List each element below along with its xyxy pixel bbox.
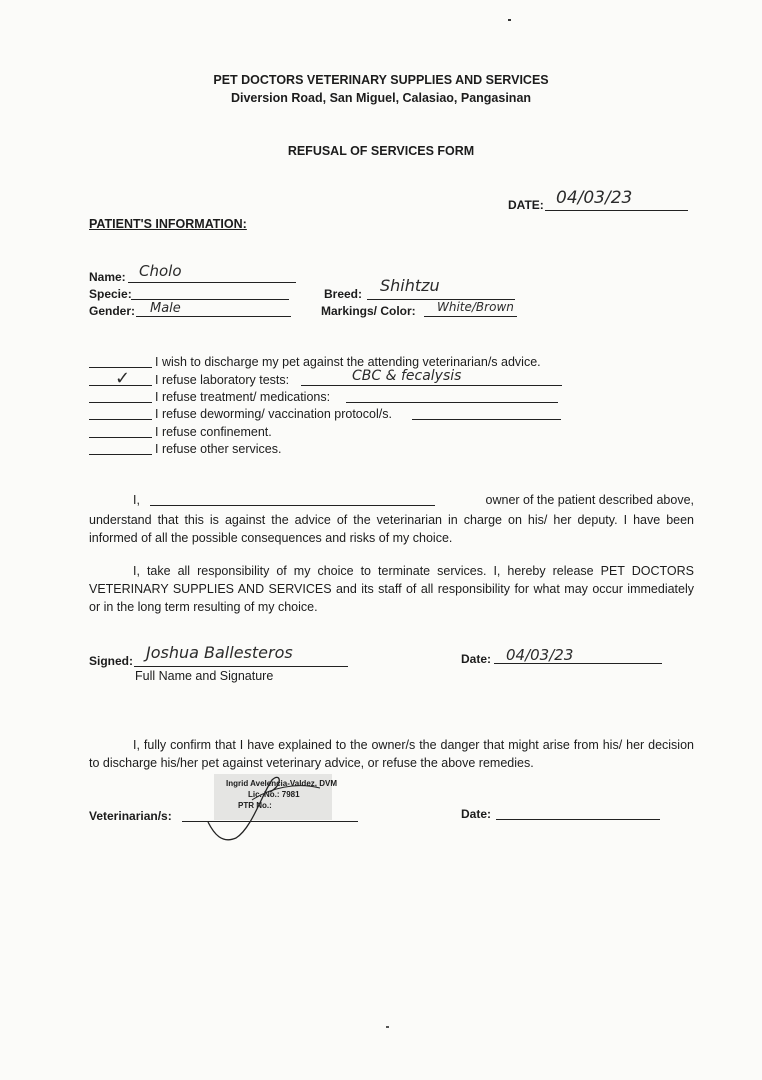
date-value: 04/03/23 (556, 188, 633, 208)
name-value: Cholo (139, 262, 182, 280)
owner-signature: Joshua Ballesteros (146, 643, 293, 662)
specie-line (131, 299, 289, 300)
confirm-paragraph: I, fully confirm that I have explained to the owner/s the danger that might arise from his/ her decision to discharge his/her pet against veterinary advice, or refuse the above remedies. (89, 738, 694, 770)
option-blank[interactable] (89, 419, 152, 420)
patient-section-title: PATIENT'S INFORMATION: (89, 217, 247, 231)
breed-value: Shihtzu (380, 276, 440, 295)
check-mark-icon: ✓ (115, 368, 131, 389)
name-line (128, 282, 296, 283)
statement-paragraph-1: understand that this is against the advice of the veterinarian in charge on his/ her deputy. I have been informed of all the possible consequences and risks of my choice. (89, 513, 694, 545)
stamp-ptr: PTR No.: (238, 801, 272, 810)
vet-signature-scribble (200, 770, 340, 850)
company-address: Diversion Road, San Miguel, Calasiao, Pangasinan (230, 91, 532, 105)
signed-line (134, 666, 348, 667)
markings-label: Markings/ Color: (321, 304, 416, 318)
treatment-line (346, 402, 558, 403)
gender-label: Gender: (89, 304, 136, 318)
signature-caption: Full Name and Signature (135, 669, 274, 683)
gender-line (136, 316, 291, 317)
option-treatment: I refuse treatment/ medications: (155, 390, 331, 404)
statement-owner: owner of the patient described above, (485, 493, 694, 507)
markings-line (424, 316, 517, 317)
gender-value: Male (150, 301, 181, 316)
company-name: PET DOCTORS VETERINARY SUPPLIES AND SERVICES (213, 73, 549, 87)
option-confinement: I refuse confinement. (155, 425, 272, 439)
stamp-name: Ingrid Avelencia-Valdez, DVM (226, 779, 337, 788)
vet-date-line (496, 819, 660, 820)
statement-i: I, (133, 493, 140, 507)
option-other: I refuse other services. (155, 442, 282, 456)
form-title: REFUSAL OF SERVICES FORM (287, 144, 475, 158)
vet-date-label: Date: (461, 807, 492, 821)
option-deworming: I refuse deworming/ vaccination protocol/s. (155, 407, 392, 421)
scan-speck (508, 19, 511, 21)
name-label: Name: (89, 270, 126, 284)
scan-speck (386, 1026, 389, 1028)
specie-label: Specie: (89, 287, 132, 301)
option-blank[interactable] (89, 402, 152, 403)
option-blank[interactable] (89, 454, 152, 455)
lab-tests-line (301, 385, 562, 386)
markings-value: White/Brown (437, 300, 514, 314)
date-label: DATE: (508, 198, 544, 212)
owner-name-line (150, 505, 435, 506)
option-lab-tests: I refuse laboratory tests: (155, 373, 290, 387)
date-line (545, 210, 688, 211)
breed-label: Breed: (324, 287, 363, 301)
owner-date-value: 04/03/23 (506, 646, 574, 664)
deworming-line (412, 419, 561, 420)
stamp-license: Lic. No.: 7981 (248, 790, 300, 799)
vet-label: Veterinarian/s: (89, 809, 172, 823)
vet-line (182, 821, 358, 822)
signed-label: Signed: (89, 654, 133, 668)
lab-tests-detail: CBC & fecalysis (352, 368, 462, 384)
option-discharge: I wish to discharge my pet against the attending veterinarian/s advice. (155, 355, 541, 369)
statement-paragraph-2: I, take all responsibility of my choice to terminate services. I, hereby release PET DOCTORS VETERINARY SUPPLIES AND SERVICES and its staff of all responsibility for what may occur immediately or in the long term resulting of my choice. (89, 564, 694, 614)
option-blank[interactable] (89, 437, 152, 438)
owner-date-label: Date: (461, 652, 492, 666)
